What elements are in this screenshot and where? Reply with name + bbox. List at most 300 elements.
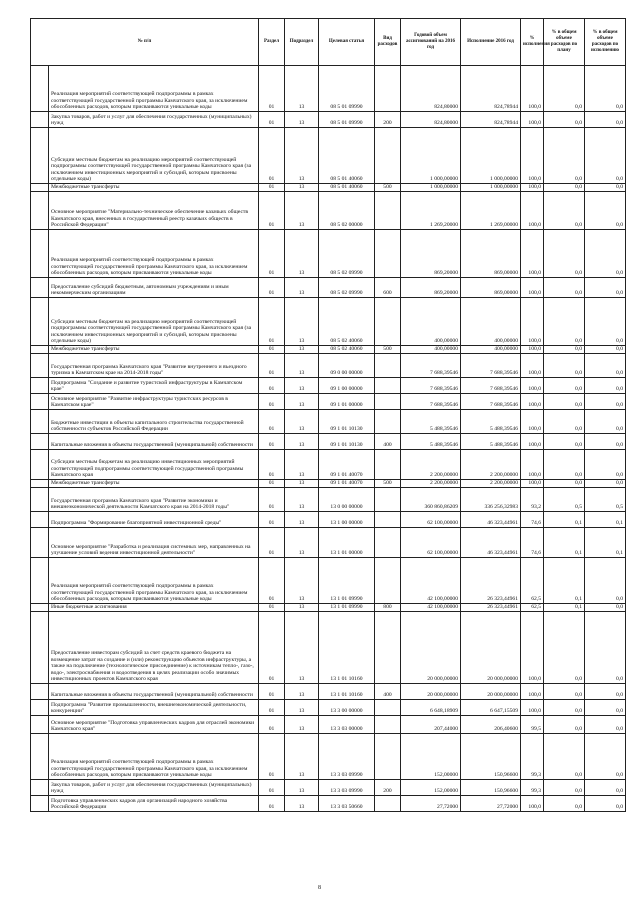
row-share-exec-cell: 0,0 [585,192,626,230]
row-number-cell [31,488,49,512]
row-subsection-cell: 13 [285,434,319,450]
row-subsection-cell: 13 [285,346,319,354]
row-exptype-cell [375,716,401,734]
row-exptype-cell [375,450,401,480]
row-exptype-cell: 500 [375,184,401,192]
row-share-plan-cell: 0,1 [544,528,585,558]
row-exec-cell: 26 323,44961 [461,558,521,604]
row-section-cell: 01 [259,346,285,354]
row-plan-cell: 20 000,00000 [401,612,461,684]
row-target-cell: 09 1 01 10130 [319,434,375,450]
table-row [31,278,626,298]
row-subsection-cell: 13 [285,128,319,184]
row-section-cell: 01 [259,512,285,528]
row-exptype-cell: 200 [375,112,401,128]
row-number-cell [31,230,49,278]
table-row [31,796,626,812]
row-target-cell: 09 0 00 00000 [319,354,375,378]
row-pct-cell: 62,5 [521,558,544,604]
row-share-exec-cell: 0,0 [585,684,626,700]
header-plan: Годовой объем ассигнований на 2016 год [401,19,461,66]
row-exec-cell: 5 488,39546 [461,434,521,450]
row-share-plan-cell: 0,0 [544,434,585,450]
row-section-cell: 01 [259,184,285,192]
row-plan-cell: 5 488,39546 [401,434,461,450]
row-exptype-cell [375,128,401,184]
row-name-cell: Закупка товаров, работ и услуг для обеспечения государственных (муниципальных) нужд [49,780,259,796]
row-exec-cell: 46 323,44961 [461,512,521,528]
row-number-cell [31,716,49,734]
row-subsection-cell: 13 [285,394,319,410]
row-subsection-cell: 13 [285,354,319,378]
row-plan-cell: 7 688,39546 [401,394,461,410]
row-exptype-cell: 500 [375,346,401,354]
row-section-cell: 01 [259,716,285,734]
row-share-exec-cell: 0,0 [585,612,626,684]
row-subsection-cell: 13 [285,488,319,512]
header-target: Целевая статья [319,19,375,66]
row-plan-cell: 20 000,00000 [401,684,461,700]
row-section-cell: 01 [259,298,285,346]
row-section-cell: 01 [259,128,285,184]
row-share-exec-cell: 0,5 [585,488,626,512]
table-row [31,184,626,192]
row-exptype-cell [375,66,401,112]
row-pct-cell: 100,0 [521,184,544,192]
header-subsection: Подраздел [285,19,319,66]
row-section-cell: 01 [259,230,285,278]
row-pct-cell: 74,6 [521,512,544,528]
row-target-cell: 13 3 03 09990 [319,734,375,780]
row-plan-cell: 1 000,00000 [401,184,461,192]
row-name-cell: Межбюджетные трансферты [49,184,259,192]
table-row [31,128,626,184]
table-row [31,528,626,558]
row-section-cell: 01 [259,434,285,450]
row-target-cell: 13 1 01 10160 [319,684,375,700]
row-plan-cell: 869,20000 [401,230,461,278]
table-row [31,354,626,378]
row-number-cell [31,354,49,378]
row-target-cell: 13 1 01 10160 [319,612,375,684]
row-subsection-cell: 13 [285,700,319,716]
row-target-cell: 13 1 01 09990 [319,558,375,604]
table-body [31,66,626,812]
row-number-cell [31,612,49,684]
row-exptype-cell [375,410,401,434]
row-number-cell [31,378,49,394]
row-share-exec-cell: 0,0 [585,734,626,780]
row-pct-cell: 93,2 [521,488,544,512]
row-subsection-cell: 13 [285,528,319,558]
row-section-cell: 01 [259,394,285,410]
row-exptype-cell [375,512,401,528]
row-subsection-cell: 13 [285,612,319,684]
row-share-exec-cell: 0,0 [585,700,626,716]
row-exec-cell: 7 688,39546 [461,354,521,378]
header-section: Раздел [259,19,285,66]
row-target-cell: 08 5 02 40060 [319,298,375,346]
row-share-plan-cell: 0,0 [544,700,585,716]
row-share-exec-cell: 0,0 [585,558,626,604]
row-pct-cell: 100,0 [521,230,544,278]
row-share-exec-cell: 0,0 [585,112,626,128]
row-subsection-cell: 13 [285,780,319,796]
row-number-cell [31,346,49,354]
row-number-cell [31,66,49,112]
row-name-cell: Реализация мероприятий соответствующей подпрограммы в рамках соответствующей государственной программы Камчатского края, за исключением обособленных расходов, которым присваиваются уникальные коды [49,734,259,780]
row-pct-cell: 100,0 [521,410,544,434]
row-share-plan-cell: 0,0 [544,354,585,378]
row-section-cell: 01 [259,450,285,480]
row-number-cell [31,184,49,192]
budget-table [30,18,626,812]
row-share-plan-cell: 0,0 [544,394,585,410]
row-section-cell: 01 [259,354,285,378]
row-number-cell [31,278,49,298]
row-pct-cell: 100,0 [521,700,544,716]
row-number-cell [31,192,49,230]
row-subsection-cell: 13 [285,796,319,812]
row-share-exec-cell: 0,0 [585,716,626,734]
row-name-cell: Капитальные вложения в объекты государственной (муниципальной) собственности [49,684,259,700]
row-plan-cell: 2 200,00000 [401,480,461,488]
row-number-cell [31,112,49,128]
page-number: 8 [318,885,321,891]
row-section-cell: 01 [259,796,285,812]
row-share-exec-cell: 0,1 [585,528,626,558]
row-target-cell: 13 3 00 00000 [319,700,375,716]
row-plan-cell: 1 269,20000 [401,192,461,230]
row-name-cell: Реализация мероприятий соответствующей подпрограммы в рамках соответствующей государственной программы Камчатского края, за исключением обособленных расходов, которым присваиваются уникальные коды [49,230,259,278]
row-share-plan-cell: 0,0 [544,450,585,480]
row-exptype-cell [375,612,401,684]
row-target-cell: 13 1 00 00000 [319,512,375,528]
row-number-cell [31,298,49,346]
row-subsection-cell: 13 [285,604,319,612]
row-share-exec-cell: 0,0 [585,230,626,278]
row-plan-cell: 6 648,18909 [401,700,461,716]
row-number-cell [31,700,49,716]
row-share-plan-cell: 0,0 [544,278,585,298]
row-name-cell: Подготовка управленческих кадров для организаций народного хозяйства Российской Федерации [49,796,259,812]
row-exec-cell: 400,00000 [461,298,521,346]
table-row [31,684,626,700]
row-number-cell [31,780,49,796]
table-row [31,558,626,604]
row-share-plan-cell: 0,0 [544,112,585,128]
row-pct-cell: 100,0 [521,298,544,346]
row-plan-cell: 42 100,00000 [401,604,461,612]
table-row [31,716,626,734]
row-exec-cell: 1 000,00000 [461,184,521,192]
table-row [31,434,626,450]
row-subsection-cell: 13 [285,192,319,230]
row-exec-cell: 7 688,39546 [461,378,521,394]
row-share-plan-cell: 0,1 [544,512,585,528]
table-row [31,394,626,410]
row-section-cell: 01 [259,528,285,558]
header-exptype: Вид расходов [375,19,401,66]
row-number-cell [31,394,49,410]
row-exec-cell: 6 647,15509 [461,700,521,716]
row-exptype-cell [375,558,401,604]
row-share-plan-cell: 0,0 [544,192,585,230]
row-number-cell [31,128,49,184]
row-exptype-cell: 500 [375,480,401,488]
row-subsection-cell: 13 [285,112,319,128]
row-share-plan-cell: 0,0 [544,410,585,434]
row-share-exec-cell: 0,0 [585,66,626,112]
row-share-plan-cell: 0,0 [544,230,585,278]
table-row [31,66,626,112]
row-section-cell: 01 [259,112,285,128]
header-exec: Исполнение 2016 год [461,19,521,66]
table-row [31,480,626,488]
row-name-cell: Реализация мероприятий соответствующей подпрограммы в рамках соответствующей государственной программы Камчатского края, за исключением обособленных расходов, которым присваиваются уникальные коды [49,66,259,112]
row-share-plan-cell: 0,1 [544,604,585,612]
row-subsection-cell: 13 [285,278,319,298]
row-target-cell: 13 3 03 00000 [319,716,375,734]
row-target-cell: 08 5 01 40060 [319,184,375,192]
row-target-cell: 09 1 01 40070 [319,480,375,488]
row-section-cell: 01 [259,612,285,684]
row-section-cell: 01 [259,278,285,298]
row-number-cell [31,796,49,812]
row-share-plan-cell: 0,0 [544,184,585,192]
row-pct-cell: 100,0 [521,346,544,354]
table-row [31,230,626,278]
row-pct-cell: 99,3 [521,734,544,780]
row-plan-cell: 152,00000 [401,734,461,780]
row-target-cell: 08 5 02 09990 [319,278,375,298]
row-exec-cell: 1 269,00000 [461,192,521,230]
row-section-cell: 01 [259,700,285,716]
row-plan-cell: 1 000,00000 [401,128,461,184]
row-exec-cell: 336 256,32983 [461,488,521,512]
row-target-cell: 09 1 01 10130 [319,410,375,434]
row-section-cell: 01 [259,480,285,488]
row-section-cell: 01 [259,378,285,394]
row-exec-cell: 869,00000 [461,230,521,278]
row-number-cell [31,480,49,488]
row-name-cell: Бюджетные инвестиции в объекты капитального строительства государственной собственности субъектов Российской Федерации [49,410,259,434]
row-target-cell: 08 5 01 40060 [319,128,375,184]
row-plan-cell: 7 688,39546 [401,378,461,394]
header-pct: % исполнения [521,19,544,66]
header-share-exec: % в общем объеме расходов по исполнению [585,19,626,66]
row-pct-cell: 100,0 [521,394,544,410]
budget-table-page [30,18,625,812]
row-exec-cell: 150,96600 [461,734,521,780]
table-row [31,192,626,230]
row-exec-cell: 2 200,00000 [461,480,521,488]
row-name-cell: Предоставление субсидий бюджетным, автономным учреждениям и иным некоммерческим организациям [49,278,259,298]
row-exec-cell: 400,00000 [461,346,521,354]
row-target-cell: 08 5 02 00000 [319,192,375,230]
row-plan-cell: 400,00000 [401,346,461,354]
row-exec-cell: 824,78944 [461,66,521,112]
row-exec-cell: 150,96600 [461,780,521,796]
table-row [31,378,626,394]
row-pct-cell: 100,0 [521,434,544,450]
row-target-cell: 13 3 03 09990 [319,780,375,796]
row-pct-cell: 99,5 [521,716,544,734]
row-exptype-cell [375,354,401,378]
row-subsection-cell: 13 [285,450,319,480]
row-number-cell [31,528,49,558]
row-target-cell: 08 5 02 09990 [319,230,375,278]
row-name-cell: Основное мероприятие "Подготовка управленческих кадров для отраслей экономики Камчатского края" [49,716,259,734]
row-target-cell: 09 1 00 00000 [319,378,375,394]
row-section-cell: 01 [259,192,285,230]
row-plan-cell: 7 688,39546 [401,354,461,378]
row-share-plan-cell: 0,5 [544,488,585,512]
row-subsection-cell: 13 [285,684,319,700]
row-pct-cell: 100,0 [521,354,544,378]
row-exec-cell: 20 000,00000 [461,612,521,684]
row-name-cell: Основное мероприятие "Разработка и реализация системных мер, направленных на улучшение условий ведения инвестиционной деятельности" [49,528,259,558]
row-plan-cell: 869,20000 [401,278,461,298]
row-share-exec-cell: 0,0 [585,298,626,346]
row-pct-cell: 100,0 [521,278,544,298]
row-target-cell: 09 1 01 40070 [319,450,375,480]
row-exec-cell: 27,72000 [461,796,521,812]
row-share-exec-cell: 0,0 [585,354,626,378]
row-exec-cell: 7 688,39546 [461,394,521,410]
row-share-exec-cell: 0,1 [585,512,626,528]
table-row [31,410,626,434]
row-exptype-cell [375,192,401,230]
row-share-exec-cell: 0,0 [585,346,626,354]
row-plan-cell: 62 100,00000 [401,528,461,558]
row-name-cell: Основное мероприятие "Развитие инфраструктуры туристских ресурсов в Камчатском крае" [49,394,259,410]
row-pct-cell: 100,0 [521,378,544,394]
row-pct-cell: 100,0 [521,112,544,128]
row-share-exec-cell: 0,0 [585,184,626,192]
row-share-plan-cell: 0,1 [544,558,585,604]
row-share-plan-cell: 0,0 [544,780,585,796]
row-exptype-cell: 400 [375,684,401,700]
row-pct-cell: 100,0 [521,796,544,812]
row-target-cell: 08 5 01 09990 [319,112,375,128]
row-plan-cell: 2 200,00000 [401,450,461,480]
row-subsection-cell: 13 [285,480,319,488]
row-plan-cell: 824,80000 [401,66,461,112]
table-row [31,112,626,128]
row-share-exec-cell: 0,0 [585,378,626,394]
row-exec-cell: 20 000,00000 [461,684,521,700]
row-subsection-cell: 13 [285,378,319,394]
table-row [31,450,626,480]
table-row [31,604,626,612]
row-plan-cell: 152,00000 [401,780,461,796]
row-name-cell: Субсидии местным бюджетам на реализацию мероприятий соответствующей подпрограммы соответствующей государственной программы Камчатского края (за исключением инвестиционных мероприятий и субсидий, которым присвоены отдельные коды) [49,128,259,184]
row-share-plan-cell: 0,0 [544,612,585,684]
row-subsection-cell: 13 [285,512,319,528]
header-num: № п/п [31,19,259,66]
row-name-cell: Предоставление инвесторам субсидий за счет средств краевого бюджета на возмещение затрат на создание и (или) реконструкцию объектов инфраструктуры, а также на подключение (технологическое присоединение) к источникам тепло-, газо-, водо-, электроснабжения и водоотведения в целях реализации особо значимых инвестиционных проектов Камчатского края [49,612,259,684]
row-plan-cell: 62 100,00000 [401,512,461,528]
row-subsection-cell: 13 [285,734,319,780]
row-subsection-cell: 13 [285,230,319,278]
row-section-cell: 01 [259,684,285,700]
row-pct-cell: 100,0 [521,480,544,488]
row-share-plan-cell: 0,0 [544,684,585,700]
row-name-cell: Межбюджетные трансферты [49,346,259,354]
row-plan-cell: 27,72000 [401,796,461,812]
row-section-cell: 01 [259,558,285,604]
row-target-cell: 13 0 00 00000 [319,488,375,512]
row-share-plan-cell: 0,0 [544,66,585,112]
row-exec-cell: 206,40600 [461,716,521,734]
row-exptype-cell [375,230,401,278]
row-share-plan-cell: 0,0 [544,298,585,346]
table-row [31,780,626,796]
row-section-cell: 01 [259,66,285,112]
table-row [31,734,626,780]
row-pct-cell: 100,0 [521,192,544,230]
row-pct-cell: 62,5 [521,604,544,612]
row-section-cell: 01 [259,604,285,612]
row-share-exec-cell: 0,0 [585,450,626,480]
row-subsection-cell: 13 [285,558,319,604]
row-exec-cell: 5 488,39546 [461,410,521,434]
row-name-cell: Капитальные вложения в объекты государственной (муниципальной) собственности [49,434,259,450]
row-subsection-cell: 13 [285,66,319,112]
row-name-cell: Закупка товаров, работ и услуг для обеспечения государственных (муниципальных) нужд [49,112,259,128]
row-share-plan-cell: 0,0 [544,480,585,488]
row-pct-cell: 74,6 [521,528,544,558]
row-share-exec-cell: 0,0 [585,394,626,410]
row-number-cell [31,410,49,434]
row-exptype-cell [375,488,401,512]
row-target-cell: 08 5 01 09990 [319,66,375,112]
row-name-cell: Субсидии местным бюджетам на реализацию инвестиционных мероприятий соответствующей подпрограммы соответствующей государственной программы Камчатского края [49,450,259,480]
row-share-plan-cell: 0,0 [544,128,585,184]
row-pct-cell: 100,0 [521,612,544,684]
row-share-exec-cell: 0,0 [585,410,626,434]
row-exptype-cell [375,700,401,716]
row-share-exec-cell: 0,0 [585,480,626,488]
row-number-cell [31,558,49,604]
row-exptype-cell [375,394,401,410]
table-row [31,298,626,346]
row-name-cell: Подпрограмма "Развитие промышленности, внешнеэкономической деятельности, конкуренции" [49,700,259,716]
row-number-cell [31,684,49,700]
header-share-plan: % в общем объеме расходов по плану [544,19,585,66]
row-share-exec-cell: 0,0 [585,604,626,612]
row-target-cell: 08 5 02 40060 [319,346,375,354]
row-exptype-cell [375,796,401,812]
row-pct-cell: 100,0 [521,128,544,184]
row-exptype-cell [375,528,401,558]
row-share-plan-cell: 0,0 [544,734,585,780]
row-number-cell [31,734,49,780]
table-row [31,700,626,716]
row-plan-cell: 42 100,00000 [401,558,461,604]
row-subsection-cell: 13 [285,298,319,346]
row-name-cell: Подпрограмма "Создание и развитие туристской инфраструктуры в Камчатском крае" [49,378,259,394]
row-share-exec-cell: 0,0 [585,796,626,812]
row-section-cell: 01 [259,780,285,796]
row-exptype-cell [375,734,401,780]
row-name-cell: Иные бюджетные ассигнования [49,604,259,612]
row-section-cell: 01 [259,410,285,434]
row-exec-cell: 869,00000 [461,278,521,298]
row-share-plan-cell: 0,0 [544,796,585,812]
row-pct-cell: 100,0 [521,684,544,700]
